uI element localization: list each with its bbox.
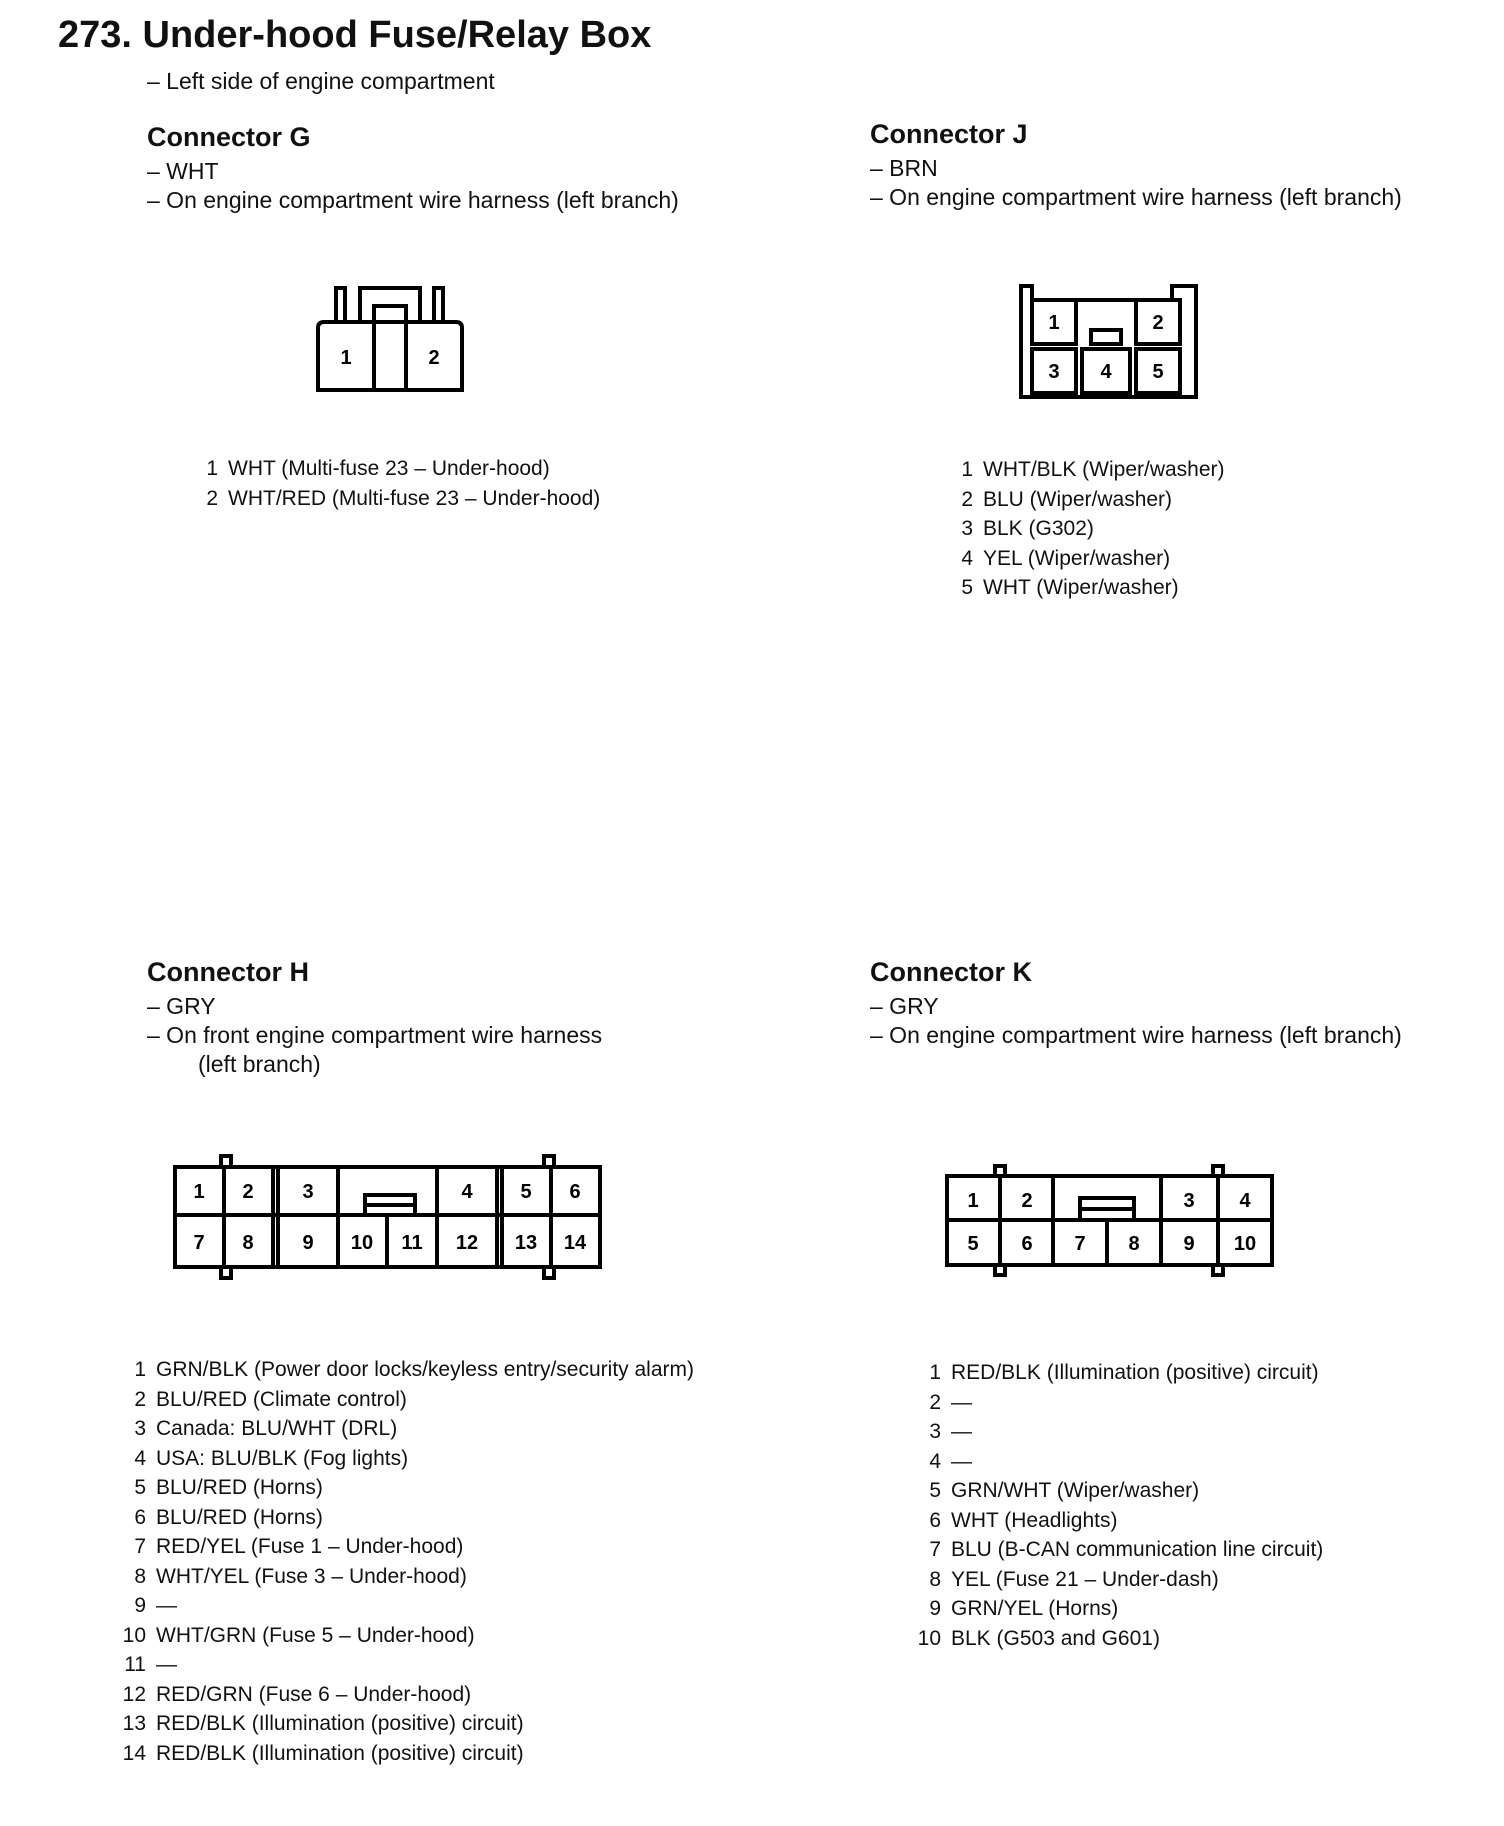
connector-h-location: – On front engine compartment wire harness xyxy=(147,1022,603,1048)
connector-h-pin-label: 1 xyxy=(193,1181,205,1203)
pin-description: — xyxy=(951,1449,972,1473)
pin-description: WHT/BLK (Wiper/washer) xyxy=(983,458,1225,481)
connector-j-pin-label: 4 xyxy=(1100,361,1112,383)
connector-h-pin-row xyxy=(118,1709,694,1739)
pin-number: 2 xyxy=(961,487,973,511)
connector-j-pin-row xyxy=(955,544,1225,574)
connector-k-pin-label: 6 xyxy=(1021,1233,1033,1255)
pin-number: 4 xyxy=(134,1446,146,1470)
connector-g-header xyxy=(147,122,679,215)
connector-k-top-peg-right xyxy=(1213,1166,1223,1176)
pin-number: 4 xyxy=(929,1449,941,1473)
connector-h-pin-row xyxy=(118,1355,694,1385)
connector-h-pin-row xyxy=(118,1591,694,1621)
pin-number: 14 xyxy=(122,1741,146,1765)
pin-number: 9 xyxy=(134,1594,146,1617)
page-title: 273. Under-hood Fuse/Relay Box xyxy=(58,14,652,56)
connector-k-title: Connector K xyxy=(870,957,1032,987)
pin-number: 1 xyxy=(961,458,973,481)
connector-k-pin-row xyxy=(913,1447,1323,1477)
connector-g-color: – WHT xyxy=(147,158,219,184)
pin-number: 1 xyxy=(206,457,218,480)
connector-j-title: Connector J xyxy=(870,119,1028,149)
pin-description: — xyxy=(951,1390,972,1414)
pin-description: — xyxy=(156,1653,177,1676)
connector-k-pin-label: 8 xyxy=(1128,1233,1140,1255)
connector-k-pin-label: 10 xyxy=(1233,1233,1257,1255)
pin-number: 5 xyxy=(929,1479,941,1502)
pin-description: GRN/WHT (Wiper/washer) xyxy=(951,1479,1200,1502)
pin-description: WHT/RED (Multi-fuse 23 – Under-hood) xyxy=(228,486,601,510)
connector-j-pin-label: 2 xyxy=(1152,312,1164,334)
connector-k-pin-label: 9 xyxy=(1183,1233,1195,1255)
pin-number: 10 xyxy=(917,1626,941,1650)
pin-number: 1 xyxy=(929,1361,941,1384)
pin-description: WHT/YEL (Fuse 3 – Under-hood) xyxy=(156,1564,467,1588)
connector-j-lock xyxy=(1091,330,1121,344)
connector-j-pin-label: 5 xyxy=(1152,361,1164,383)
connector-g-title: Connector G xyxy=(147,122,311,152)
pin-number: 5 xyxy=(961,576,973,599)
connector-h-color: – GRY xyxy=(147,993,216,1019)
connector-k-pin-row xyxy=(913,1594,1323,1624)
connector-h-pin-label: 8 xyxy=(242,1232,254,1254)
connector-h-pin-label: 10 xyxy=(350,1232,374,1254)
connector-h-pin-label: 7 xyxy=(193,1232,205,1254)
connector-h-pin-row xyxy=(118,1444,694,1474)
pin-number: 2 xyxy=(206,486,218,510)
pin-number: 8 xyxy=(134,1564,146,1588)
connector-k-location: – On engine compartment wire harness (left branch) xyxy=(870,1022,1402,1048)
pin-description: WHT (Multi-fuse 23 – Under-hood) xyxy=(228,457,550,480)
connector-k-pin-label: 5 xyxy=(967,1233,979,1255)
pin-description: RED/GRN (Fuse 6 – Under-hood) xyxy=(156,1682,472,1706)
connector-k-pin-label: 2 xyxy=(1021,1190,1033,1212)
connector-g-pin-label: 2 xyxy=(428,347,440,369)
connector-h-pin-label: 4 xyxy=(461,1181,473,1203)
pin-description: USA: BLU/BLK (Fog lights) xyxy=(156,1446,409,1470)
pin-number: 7 xyxy=(134,1535,146,1558)
connector-h-location-cont: (left branch) xyxy=(198,1051,321,1077)
connector-k-header xyxy=(870,957,1402,1050)
connector-h-header xyxy=(147,957,602,1079)
connector-k-pin-label: 4 xyxy=(1239,1190,1251,1212)
connector-h-pin-row xyxy=(118,1385,694,1415)
connector-j-pin-row xyxy=(955,573,1225,603)
pin-description: BLU/RED (Horns) xyxy=(156,1505,323,1529)
connector-h-pin-label: 12 xyxy=(455,1232,479,1254)
connector-k-pin-list xyxy=(913,1358,1323,1653)
pin-number: 10 xyxy=(122,1623,146,1647)
connector-j-pin-row xyxy=(955,485,1225,515)
pin-description: GRN/YEL (Horns) xyxy=(951,1597,1119,1620)
pin-description: Canada: BLU/WHT (DRL) xyxy=(156,1417,398,1440)
connector-j-diagram xyxy=(1016,280,1206,402)
connector-g-pin-row xyxy=(200,454,600,484)
connector-h-pin-label: 11 xyxy=(401,1232,423,1254)
connector-g-pin-label: 1 xyxy=(340,347,352,369)
pin-number: 11 xyxy=(124,1653,146,1676)
pin-number: 7 xyxy=(929,1538,941,1561)
pin-number: 3 xyxy=(961,517,973,540)
pin-number: 4 xyxy=(961,546,973,570)
connector-g-pin-list xyxy=(200,454,600,513)
pin-number: 12 xyxy=(122,1682,146,1706)
connector-k-pin-row xyxy=(913,1417,1323,1447)
connector-k-top-peg-left xyxy=(995,1166,1005,1176)
connector-k-pin-label: 1 xyxy=(967,1190,979,1212)
connector-h-pin-row xyxy=(118,1680,694,1710)
pin-number: 13 xyxy=(122,1712,146,1735)
connector-k-bottom-peg-right xyxy=(1213,1265,1223,1275)
pin-number: 5 xyxy=(134,1476,146,1499)
connector-j-pin-label: 3 xyxy=(1048,361,1060,383)
connector-j-pin-row xyxy=(955,514,1225,544)
page-subtitle: – Left side of engine compartment xyxy=(147,68,495,94)
connector-g-lock xyxy=(360,288,420,322)
connector-g-left-tab xyxy=(336,288,345,322)
pin-description: RED/BLK (Illumination (positive) circuit) xyxy=(951,1361,1319,1384)
pin-description: WHT (Headlights) xyxy=(951,1508,1118,1532)
connector-k-pin-row xyxy=(913,1565,1323,1595)
connector-k-color: – GRY xyxy=(870,993,939,1019)
connector-h-pin-label: 13 xyxy=(514,1232,538,1254)
connector-h-pin-row xyxy=(118,1503,694,1533)
connector-g-location: – On engine compartment wire harness (left branch) xyxy=(147,187,679,213)
connector-k-pin-row xyxy=(913,1535,1323,1565)
connector-h-pin-label: 5 xyxy=(520,1181,532,1203)
pin-description: YEL (Wiper/washer) xyxy=(983,546,1171,570)
connector-h-pin-row xyxy=(118,1414,694,1444)
pin-number: 1 xyxy=(134,1358,146,1381)
connector-h-pin-row xyxy=(118,1562,694,1592)
pin-description: BLK (G302) xyxy=(983,517,1094,540)
connector-h-pin-label: 9 xyxy=(302,1232,314,1254)
connector-k-pin-row xyxy=(913,1388,1323,1418)
pin-description: BLU (B-CAN communication line circuit) xyxy=(951,1538,1324,1561)
connector-k-pin-row xyxy=(913,1624,1323,1654)
pin-number: 9 xyxy=(929,1597,941,1620)
pin-description: RED/BLK (Illumination (positive) circuit) xyxy=(156,1741,524,1765)
connector-k-diagram xyxy=(942,1160,1277,1285)
connector-k-pin-row xyxy=(913,1358,1323,1388)
connector-h-pin-label: 6 xyxy=(569,1181,581,1203)
pin-description: WHT/GRN (Fuse 5 – Under-hood) xyxy=(156,1623,475,1647)
connector-h-pin-row xyxy=(118,1650,694,1680)
pin-description: — xyxy=(951,1420,972,1443)
pin-description: WHT (Wiper/washer) xyxy=(983,576,1179,599)
pin-number: 6 xyxy=(929,1508,941,1532)
pin-number: 3 xyxy=(134,1417,146,1440)
connector-g-right-tab xyxy=(434,288,443,322)
connector-k-pin-row xyxy=(913,1506,1323,1536)
pin-description: BLU/RED (Climate control) xyxy=(156,1387,407,1411)
connector-j-pin-row xyxy=(955,455,1225,485)
pin-description: BLK (G503 and G601) xyxy=(951,1626,1160,1650)
pin-description: BLU/RED (Horns) xyxy=(156,1476,323,1499)
connector-h-pin-row xyxy=(118,1621,694,1651)
pin-description: BLU (Wiper/washer) xyxy=(983,487,1173,511)
pin-number: 8 xyxy=(929,1567,941,1591)
connector-g-diagram xyxy=(310,280,470,395)
connector-g-pin-row xyxy=(200,484,600,514)
connector-k-bottom-peg-left xyxy=(995,1265,1005,1275)
connector-h-pin-row xyxy=(118,1739,694,1769)
connector-k-pin-label: 3 xyxy=(1183,1190,1195,1212)
connector-k-pin-label: 7 xyxy=(1074,1233,1086,1255)
connector-h-pin-label: 3 xyxy=(302,1181,314,1203)
connector-j-location: – On engine compartment wire harness (left branch) xyxy=(870,184,1402,210)
connector-j-pin-list xyxy=(955,455,1225,603)
connector-h-pin-label: 2 xyxy=(242,1181,254,1203)
connector-j-header xyxy=(870,119,1402,212)
pin-number: 2 xyxy=(134,1387,146,1411)
connector-h-pin-label: 14 xyxy=(563,1232,587,1254)
pin-description: RED/BLK (Illumination (positive) circuit) xyxy=(156,1712,524,1735)
connector-h-pin-row xyxy=(118,1532,694,1562)
pin-description: GRN/BLK (Power door locks/keyless entry/security alarm) xyxy=(156,1358,694,1381)
connector-h-title: Connector H xyxy=(147,957,309,987)
pin-description: RED/YEL (Fuse 1 – Under-hood) xyxy=(156,1535,464,1558)
connector-h-labels xyxy=(170,1150,610,1285)
connector-k-pin-row xyxy=(913,1476,1323,1506)
pin-description: YEL (Fuse 21 – Under-dash) xyxy=(951,1567,1219,1591)
connector-h-pin-list xyxy=(118,1355,694,1768)
pin-description: — xyxy=(156,1594,177,1617)
pin-number: 6 xyxy=(134,1505,146,1529)
connector-h-pin-row xyxy=(118,1473,694,1503)
connector-j-pin-label: 1 xyxy=(1048,312,1060,334)
connector-j-color: – BRN xyxy=(870,155,938,181)
pin-number: 3 xyxy=(929,1420,941,1443)
pin-number: 2 xyxy=(929,1390,941,1414)
